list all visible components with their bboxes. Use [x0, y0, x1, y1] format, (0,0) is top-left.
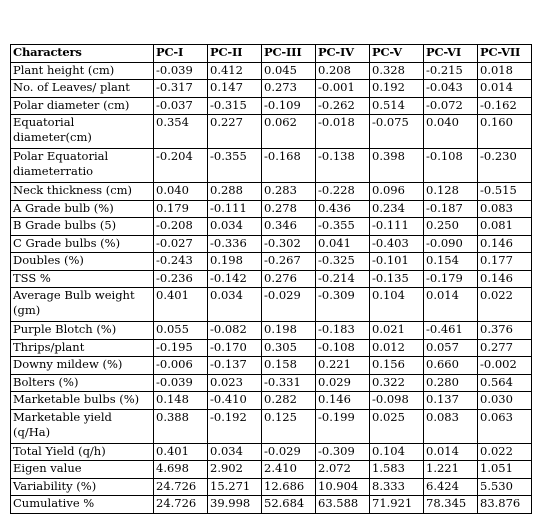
value-cell: 10.904	[316, 478, 370, 496]
character-cell: Downy mildew (%)	[11, 357, 154, 375]
value-cell: 0.234	[370, 200, 424, 218]
value-cell: 0.083	[478, 200, 532, 218]
value-cell: -0.315	[208, 97, 262, 115]
character-cell: Polar diameter (cm)	[11, 97, 154, 115]
value-cell: -0.170	[208, 339, 262, 357]
value-cell: 0.063	[478, 409, 532, 443]
value-cell: -0.027	[154, 235, 208, 253]
value-cell: 0.227	[208, 115, 262, 149]
character-cell: Doubles (%)	[11, 253, 154, 271]
value-cell: 0.034	[208, 288, 262, 322]
value-cell: -0.111	[370, 218, 424, 236]
value-cell: -0.267	[262, 253, 316, 271]
value-cell: 0.104	[370, 443, 424, 461]
header-cell: Characters	[11, 45, 154, 63]
value-cell: -0.309	[316, 443, 370, 461]
value-cell: -0.111	[208, 200, 262, 218]
value-cell: 0.147	[208, 80, 262, 98]
character-cell: Eigen value	[11, 461, 154, 479]
value-cell: -0.098	[370, 392, 424, 410]
value-cell: 0.305	[262, 339, 316, 357]
value-cell: 5.530	[478, 478, 532, 496]
value-cell: 0.025	[370, 409, 424, 443]
header-cell: PC-VII	[478, 45, 532, 63]
value-cell: 6.424	[424, 478, 478, 496]
value-cell: 0.023	[208, 374, 262, 392]
value-cell: 0.198	[208, 253, 262, 271]
table-row	[11, 97, 532, 115]
value-cell: 0.412	[208, 62, 262, 80]
value-cell: -0.108	[316, 339, 370, 357]
value-cell: 0.057	[424, 339, 478, 357]
value-cell: -0.336	[208, 235, 262, 253]
table-row	[11, 235, 532, 253]
character-cell: TSS %	[11, 270, 154, 288]
value-cell: 0.208	[316, 62, 370, 80]
value-cell: 0.192	[370, 80, 424, 98]
value-cell: 12.686	[262, 478, 316, 496]
value-cell: 0.014	[478, 80, 532, 98]
table-row	[11, 357, 532, 375]
value-cell: -0.187	[424, 200, 478, 218]
value-cell: -0.137	[208, 357, 262, 375]
character-cell: Total Yield (q/h)	[11, 443, 154, 461]
value-cell: -0.162	[478, 97, 532, 115]
character-cell: Thrips/plant	[11, 339, 154, 357]
table-row	[11, 478, 532, 496]
value-cell: -0.029	[262, 443, 316, 461]
value-cell: 39.998	[208, 496, 262, 514]
value-cell: -0.183	[316, 322, 370, 340]
value-cell: 0.148	[154, 392, 208, 410]
value-cell: 0.021	[370, 322, 424, 340]
value-cell: -0.309	[316, 288, 370, 322]
pca-table	[10, 44, 532, 514]
value-cell: -0.243	[154, 253, 208, 271]
table-row	[11, 374, 532, 392]
value-cell: -0.228	[316, 183, 370, 201]
value-cell: 1.051	[478, 461, 532, 479]
value-cell: 0.040	[154, 183, 208, 201]
value-cell: 0.081	[478, 218, 532, 236]
value-cell: -0.082	[208, 322, 262, 340]
value-cell: 0.179	[154, 200, 208, 218]
value-cell: -0.302	[262, 235, 316, 253]
table-row	[11, 183, 532, 201]
character-cell: C Grade bulbs (%)	[11, 235, 154, 253]
value-cell: 0.154	[424, 253, 478, 271]
character-cell: A Grade bulb (%)	[11, 200, 154, 218]
value-cell: 0.018	[478, 62, 532, 80]
value-cell: -0.230	[478, 149, 532, 183]
value-cell: -0.208	[154, 218, 208, 236]
value-cell: -0.195	[154, 339, 208, 357]
table-row	[11, 200, 532, 218]
character-cell: Marketable yield (q/Ha)	[11, 409, 154, 443]
value-cell: -0.108	[424, 149, 478, 183]
header-cell: PC-I	[154, 45, 208, 63]
value-cell: 0.198	[262, 322, 316, 340]
value-cell: -0.262	[316, 97, 370, 115]
table-row	[11, 149, 532, 183]
table-row	[11, 392, 532, 410]
value-cell: 1.221	[424, 461, 478, 479]
value-cell: 0.158	[262, 357, 316, 375]
value-cell: -0.018	[316, 115, 370, 149]
table-row	[11, 496, 532, 514]
value-cell: 0.398	[370, 149, 424, 183]
table-row	[11, 80, 532, 98]
character-cell: Plant height (cm)	[11, 62, 154, 80]
value-cell: 0.160	[478, 115, 532, 149]
value-cell: 1.583	[370, 461, 424, 479]
header-row	[11, 45, 532, 63]
value-cell: -0.214	[316, 270, 370, 288]
value-cell: -0.168	[262, 149, 316, 183]
value-cell: -0.037	[154, 97, 208, 115]
character-cell: Neck thickness (cm)	[11, 183, 154, 201]
value-cell: 0.401	[154, 443, 208, 461]
value-cell: -0.090	[424, 235, 478, 253]
table-row	[11, 409, 532, 443]
character-cell: Equatorial diameter(cm)	[11, 115, 154, 149]
value-cell: 0.660	[424, 357, 478, 375]
value-cell: 15.271	[208, 478, 262, 496]
value-cell: 2.410	[262, 461, 316, 479]
value-cell: 71.921	[370, 496, 424, 514]
value-cell: 0.221	[316, 357, 370, 375]
value-cell: 2.902	[208, 461, 262, 479]
value-cell: 0.146	[316, 392, 370, 410]
value-cell: -0.075	[370, 115, 424, 149]
value-cell: -0.215	[424, 62, 478, 80]
value-cell: -0.325	[316, 253, 370, 271]
value-cell: 83.876	[478, 496, 532, 514]
value-cell: 0.276	[262, 270, 316, 288]
value-cell: -0.002	[478, 357, 532, 375]
table-row	[11, 253, 532, 271]
value-cell: 0.280	[424, 374, 478, 392]
value-cell: 0.014	[424, 288, 478, 322]
value-cell: 0.040	[424, 115, 478, 149]
value-cell: 0.376	[478, 322, 532, 340]
character-cell: Bolters (%)	[11, 374, 154, 392]
value-cell: 0.022	[478, 288, 532, 322]
value-cell: 0.030	[478, 392, 532, 410]
value-cell: -0.331	[262, 374, 316, 392]
value-cell: -0.006	[154, 357, 208, 375]
value-cell: 0.564	[478, 374, 532, 392]
value-cell: 0.041	[316, 235, 370, 253]
value-cell: 0.014	[424, 443, 478, 461]
value-cell: 0.278	[262, 200, 316, 218]
value-cell: 0.328	[370, 62, 424, 80]
value-cell: -0.179	[424, 270, 478, 288]
header-cell: PC-V	[370, 45, 424, 63]
value-cell: -0.236	[154, 270, 208, 288]
value-cell: 0.156	[370, 357, 424, 375]
table-row	[11, 218, 532, 236]
value-cell: -0.192	[208, 409, 262, 443]
value-cell: 0.277	[478, 339, 532, 357]
character-cell: Marketable bulbs (%)	[11, 392, 154, 410]
character-cell: Purple Blotch (%)	[11, 322, 154, 340]
table-body	[11, 62, 532, 513]
character-cell: No. of Leaves/ plant	[11, 80, 154, 98]
value-cell: 0.045	[262, 62, 316, 80]
value-cell: -0.142	[208, 270, 262, 288]
value-cell: 24.726	[154, 496, 208, 514]
value-cell: 0.177	[478, 253, 532, 271]
value-cell: -0.001	[316, 80, 370, 98]
value-cell: -0.461	[424, 322, 478, 340]
value-cell: -0.029	[262, 288, 316, 322]
value-cell: 0.012	[370, 339, 424, 357]
value-cell: 0.282	[262, 392, 316, 410]
header-cell: PC-VI	[424, 45, 478, 63]
value-cell: -0.039	[154, 62, 208, 80]
value-cell: -0.204	[154, 149, 208, 183]
value-cell: 63.588	[316, 496, 370, 514]
table-row	[11, 270, 532, 288]
value-cell: 0.388	[154, 409, 208, 443]
table-row	[11, 443, 532, 461]
value-cell: 0.401	[154, 288, 208, 322]
value-cell: 0.034	[208, 443, 262, 461]
value-cell: 0.436	[316, 200, 370, 218]
value-cell: -0.355	[208, 149, 262, 183]
character-cell: Variability (%)	[11, 478, 154, 496]
value-cell: 0.137	[424, 392, 478, 410]
value-cell: 0.514	[370, 97, 424, 115]
value-cell: -0.109	[262, 97, 316, 115]
value-cell: 0.034	[208, 218, 262, 236]
table-row	[11, 339, 532, 357]
value-cell: 0.029	[316, 374, 370, 392]
value-cell: -0.317	[154, 80, 208, 98]
value-cell: 8.333	[370, 478, 424, 496]
value-cell: 0.346	[262, 218, 316, 236]
value-cell: 0.128	[424, 183, 478, 201]
value-cell: 0.083	[424, 409, 478, 443]
value-cell: -0.199	[316, 409, 370, 443]
value-cell: 0.146	[478, 270, 532, 288]
value-cell: 24.726	[154, 478, 208, 496]
value-cell: -0.355	[316, 218, 370, 236]
value-cell: -0.135	[370, 270, 424, 288]
value-cell: -0.138	[316, 149, 370, 183]
value-cell: 0.055	[154, 322, 208, 340]
value-cell: -0.410	[208, 392, 262, 410]
value-cell: -0.039	[154, 374, 208, 392]
value-cell: 0.022	[478, 443, 532, 461]
character-cell: Cumulative %	[11, 496, 154, 514]
table-row	[11, 62, 532, 80]
character-cell: B Grade bulbs (5)	[11, 218, 154, 236]
value-cell: 52.684	[262, 496, 316, 514]
value-cell: 4.698	[154, 461, 208, 479]
table-row	[11, 322, 532, 340]
value-cell: 0.125	[262, 409, 316, 443]
value-cell: 0.250	[424, 218, 478, 236]
character-cell: Polar Equatorial diameterratio	[11, 149, 154, 183]
value-cell: 0.096	[370, 183, 424, 201]
value-cell: 78.345	[424, 496, 478, 514]
value-cell: 0.104	[370, 288, 424, 322]
header-cell: PC-III	[262, 45, 316, 63]
table-row	[11, 115, 532, 149]
value-cell: 0.288	[208, 183, 262, 201]
value-cell: 2.072	[316, 461, 370, 479]
value-cell: 0.062	[262, 115, 316, 149]
value-cell: 0.146	[478, 235, 532, 253]
value-cell: -0.043	[424, 80, 478, 98]
value-cell: 0.354	[154, 115, 208, 149]
value-cell: -0.072	[424, 97, 478, 115]
value-cell: 0.273	[262, 80, 316, 98]
value-cell: 0.283	[262, 183, 316, 201]
value-cell: -0.515	[478, 183, 532, 201]
table-row	[11, 288, 532, 322]
table-row	[11, 461, 532, 479]
header-cell: PC-IV	[316, 45, 370, 63]
value-cell: 0.322	[370, 374, 424, 392]
header-cell: PC-II	[208, 45, 262, 63]
value-cell: -0.101	[370, 253, 424, 271]
character-cell: Average Bulb weight (gm)	[11, 288, 154, 322]
value-cell: -0.403	[370, 235, 424, 253]
